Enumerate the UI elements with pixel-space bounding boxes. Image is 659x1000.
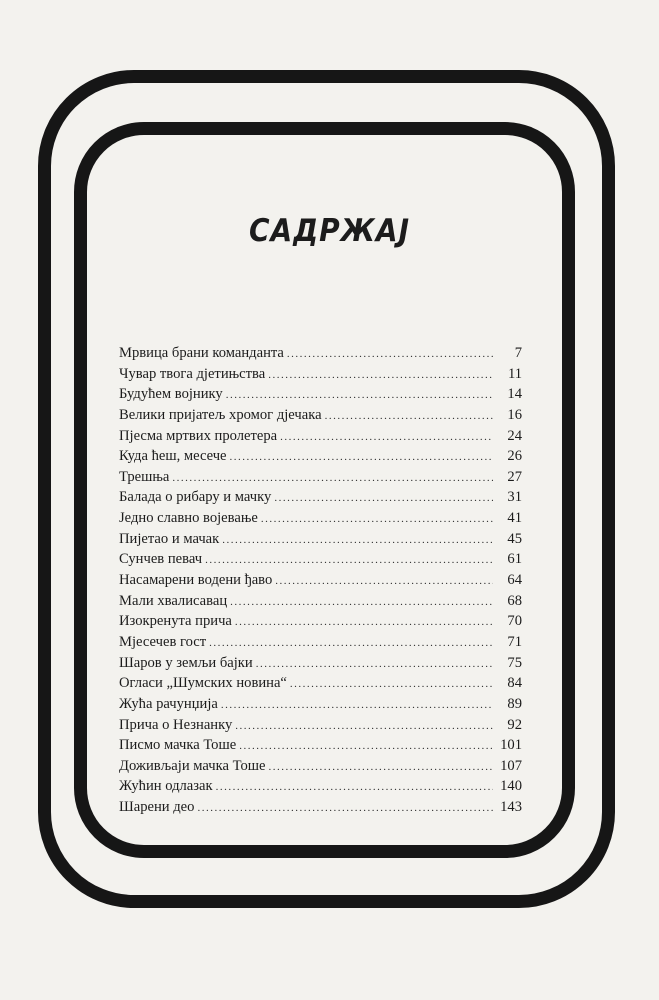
toc-entry [119, 613, 522, 634]
toc-entry [119, 655, 522, 676]
toc-dot-leader [226, 389, 493, 401]
toc-entry [119, 531, 522, 552]
toc-dot-leader [216, 781, 493, 793]
toc-dot-leader [256, 658, 493, 670]
toc-entry-title: Писмо мачка Тоше [119, 737, 237, 754]
toc-entry-title: Изокренута прича [119, 613, 232, 630]
toc-entry-page: 107 [500, 757, 522, 774]
toc-dot-leader [235, 720, 493, 732]
toc-entry [119, 778, 522, 799]
toc-entry-page: 27 [507, 468, 522, 485]
toc-entry-page: 140 [500, 778, 522, 795]
toc-entry-page: 41 [507, 510, 522, 527]
toc-entry [119, 572, 522, 593]
toc-dot-leader [209, 637, 493, 649]
toc-entry [119, 799, 522, 820]
toc-entry-page: 75 [507, 654, 522, 671]
toc-entry-title: Будућем војнику [119, 386, 223, 403]
toc-dot-leader [290, 678, 493, 690]
toc-entry-title: Трешња [119, 468, 170, 485]
toc-entry [119, 366, 522, 387]
toc-entry-title: Куда ћеш, месече [119, 448, 227, 465]
toc-entry-page: 71 [507, 633, 522, 650]
toc-dot-leader [287, 348, 493, 360]
toc-entry-page: 26 [507, 448, 522, 465]
toc-dot-leader [197, 802, 493, 814]
toc-dot-leader [325, 410, 493, 422]
toc-entry-title: Насамарени водени ђаво [119, 572, 273, 589]
toc-entry [119, 675, 522, 696]
toc-entry-title: Жућин одлазак [119, 778, 213, 795]
toc-entry [119, 448, 522, 469]
toc-dot-leader [274, 492, 493, 504]
toc-entry [119, 510, 522, 531]
toc-entry [119, 345, 522, 366]
toc-entry-title: Доживљаји мачка Тоше [119, 757, 266, 774]
toc-dot-leader [275, 575, 493, 587]
toc-entry-page: 68 [507, 592, 522, 609]
toc-entry [119, 696, 522, 717]
toc-entry-title: Пијетао и мачак [119, 530, 220, 547]
toc-entry [119, 717, 522, 738]
table-of-contents [119, 345, 522, 820]
toc-entry-title: Једно славно војевање [119, 510, 258, 527]
toc-entry-page: 64 [507, 572, 522, 589]
toc-dot-leader [230, 596, 493, 608]
toc-dot-leader [268, 369, 493, 381]
toc-entry-title: Шарени део [119, 799, 195, 816]
toc-dot-leader [280, 431, 493, 443]
toc-entry [119, 428, 522, 449]
toc-entry-page: 7 [514, 345, 522, 361]
toc-entry-page: 61 [507, 551, 522, 568]
toc-dot-leader [239, 740, 493, 752]
toc-entry-title: Балада о рибару и мачку [119, 489, 272, 506]
toc-dot-leader [235, 616, 493, 628]
toc-entry-page: 70 [507, 613, 522, 630]
toc-entry-title: Пјесма мртвих пролетера [119, 427, 278, 444]
toc-entry [119, 593, 522, 614]
page-title: САДРЖАЈ [248, 212, 411, 249]
toc-dot-leader [230, 451, 493, 463]
toc-dot-leader [222, 534, 493, 546]
toc-entry [119, 489, 522, 510]
toc-entry-title: Велики пријатељ хромог дјечака [119, 406, 322, 423]
toc-entry-title: Чувар твога дјетињства [119, 365, 266, 382]
toc-entry-page: 45 [507, 530, 522, 547]
toc-entry [119, 407, 522, 428]
toc-entry-title: Сунчев певач [119, 551, 203, 568]
toc-entry-page: 14 [507, 386, 522, 403]
toc-entry [119, 386, 522, 407]
toc-entry-title: Мали хвалисавац [119, 592, 228, 609]
toc-entry-title: Жућа рачунџија [119, 695, 218, 712]
toc-entry-page: 11 [507, 365, 522, 382]
toc-entry [119, 634, 522, 655]
toc-entry [119, 758, 522, 779]
toc-entry-page: 84 [507, 675, 522, 692]
toc-entry-page: 16 [507, 406, 522, 423]
toc-entry-title: Огласи „Шумских новина“ [119, 675, 287, 692]
toc-dot-leader [172, 472, 493, 484]
toc-entry-page: 143 [500, 799, 522, 816]
toc-dot-leader [205, 554, 493, 566]
toc-entry-page: 92 [507, 716, 522, 733]
toc-entry-page: 101 [500, 737, 522, 754]
toc-entry-title: Мрвица брани команданта [119, 345, 284, 361]
toc-dot-leader [261, 513, 493, 525]
toc-entry-title: Прича о Незнанку [119, 716, 233, 733]
toc-entry [119, 737, 522, 758]
toc-entry-title: Мјесечев гост [119, 633, 207, 650]
toc-dot-leader [221, 699, 493, 711]
toc-entry-title: Шаров у земљи бајки [119, 654, 253, 671]
toc-entry-page: 31 [507, 489, 522, 506]
toc-entry-page: 89 [507, 695, 522, 712]
toc-dot-leader [268, 761, 493, 773]
toc-entry [119, 469, 522, 490]
toc-entry [119, 551, 522, 572]
toc-entry-page: 24 [507, 427, 522, 444]
